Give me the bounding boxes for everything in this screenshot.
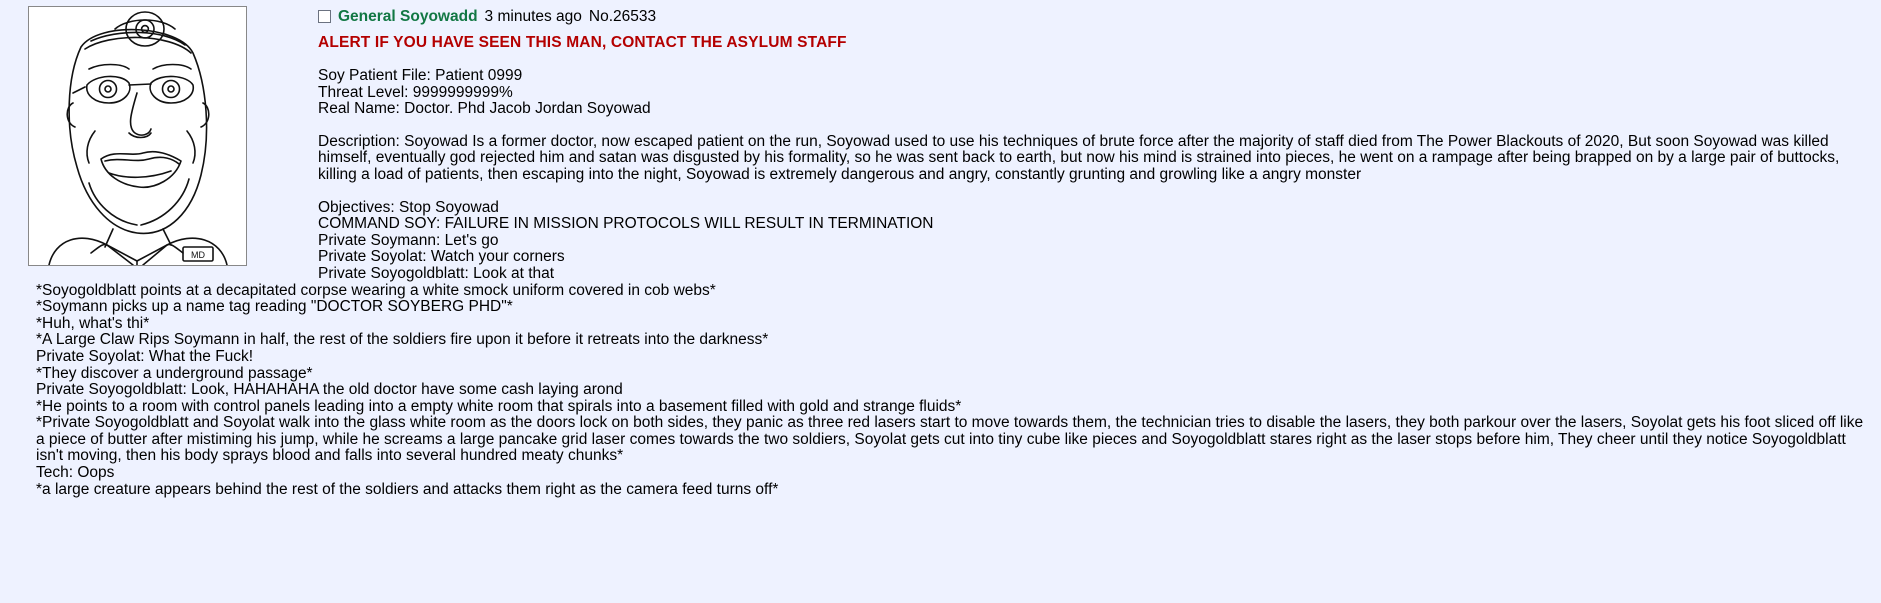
objective-line: Private Soymann: Let's go — [318, 231, 499, 249]
post-thumbnail-image[interactable] — [28, 6, 247, 266]
patient-file-line: Real Name: Doctor. Phd Jacob Jordan Soyowad — [318, 100, 651, 118]
objective-line: Private Soyolat: Watch your corners — [318, 248, 565, 266]
description-paragraph: Description: Soyowad Is a former doctor, now escaped patient on the run, Soyowad used to use his techniques of brute force after the majority of staff died from The Power Blackouts of 2020, But soon Soyowad was killed himself, eventually god rejected him and satan was disgusted by his formality, so he was sent back to earth, but now his mind is strained into pieces, he went on a rampage after being brapped on by a large pair of buttocks, killing a load of patients, then escaping into the night, Soyowad is extremely dangerous and angry, constantly grunting and growling like a angry monster — [318, 132, 1840, 183]
narrative-line: *They discover a underground passage* — [36, 364, 313, 382]
alert-banner: ALERT IF YOU HAVE SEEN THIS MAN, CONTACT THE ASYLUM STAFF — [318, 34, 847, 51]
narrative-line: Tech: Oops — [36, 464, 115, 482]
narrative-line: *A Large Claw Rips Soymann in half, the rest of the soldiers fire upon it before it retreats into the darkness* — [36, 331, 769, 349]
poster-name: General Soyowadd — [338, 8, 478, 25]
objective-line: Objectives: Stop Soyowad — [318, 198, 499, 216]
narrative-line: Private Soyolat: What the Fuck! — [36, 347, 254, 365]
name-tag-text: MD — [191, 250, 205, 260]
narrative-block — [8, 283, 1873, 499]
patient-file-line: Threat Level: 9999999999% — [318, 83, 513, 101]
post-timestamp: 3 minutes ago — [484, 8, 582, 25]
narrative-line: *Soyogoldblatt points at a decapitated corpse wearing a white smock uniform covered in cob webs* — [36, 281, 716, 299]
objective-line: COMMAND SOY: FAILURE IN MISSION PROTOCOLS WILL RESULT IN TERMINATION — [318, 215, 934, 233]
narrative-line: Private Soyogoldblatt: Look, HAHAHAHA the old doctor have some cash laying arond — [36, 381, 623, 399]
narrative-line: *Huh, what's thi* — [36, 314, 150, 332]
objective-line: Private Soyogoldblatt: Look at that — [318, 264, 555, 282]
narrative-line: *a large creature appears behind the rest of the soldiers and attacks them right as the camera feed turns off* — [36, 480, 779, 498]
patient-file-block — [318, 68, 1873, 118]
narrative-line: *Soymann picks up a name tag reading "DOCTOR SOYBERG PHD"* — [36, 298, 513, 316]
narrative-line: *Private Soyogoldblatt and Soyolat walk into the glass white room as the doors lock on both sides, they panic as three red lasers start to move towards them, the technician tries to disable the lasers, they both parkour over the lasers, Soyolat gets his foot sliced off like a piece of butter after mistiming his jump, while he screams a large pancake grid laser comes towards the two soldiers, Soyolat gets cut into tiny cube like pieces and Soyogoldblatt stares right as the laser stops before him, They cheer until they notice Soyogoldblatt isn't moving, then his body sprays blood and falls into several hundred meaty chunks* — [36, 414, 1868, 465]
post-number-link[interactable]: No.26533 — [588, 8, 657, 25]
patient-file-line: Soy Patient File: Patient 0999 — [318, 67, 523, 84]
narrative-line: *He points to a room with control panels leading into a empty white room that spirals into a basement filled with gold and strange fluids* — [36, 397, 962, 415]
soyjak-doctor-illustration — [29, 7, 246, 265]
post-body — [318, 28, 1873, 283]
objectives-block — [318, 200, 1873, 283]
post-select-checkbox[interactable] — [318, 10, 331, 23]
post-header — [318, 6, 1873, 28]
